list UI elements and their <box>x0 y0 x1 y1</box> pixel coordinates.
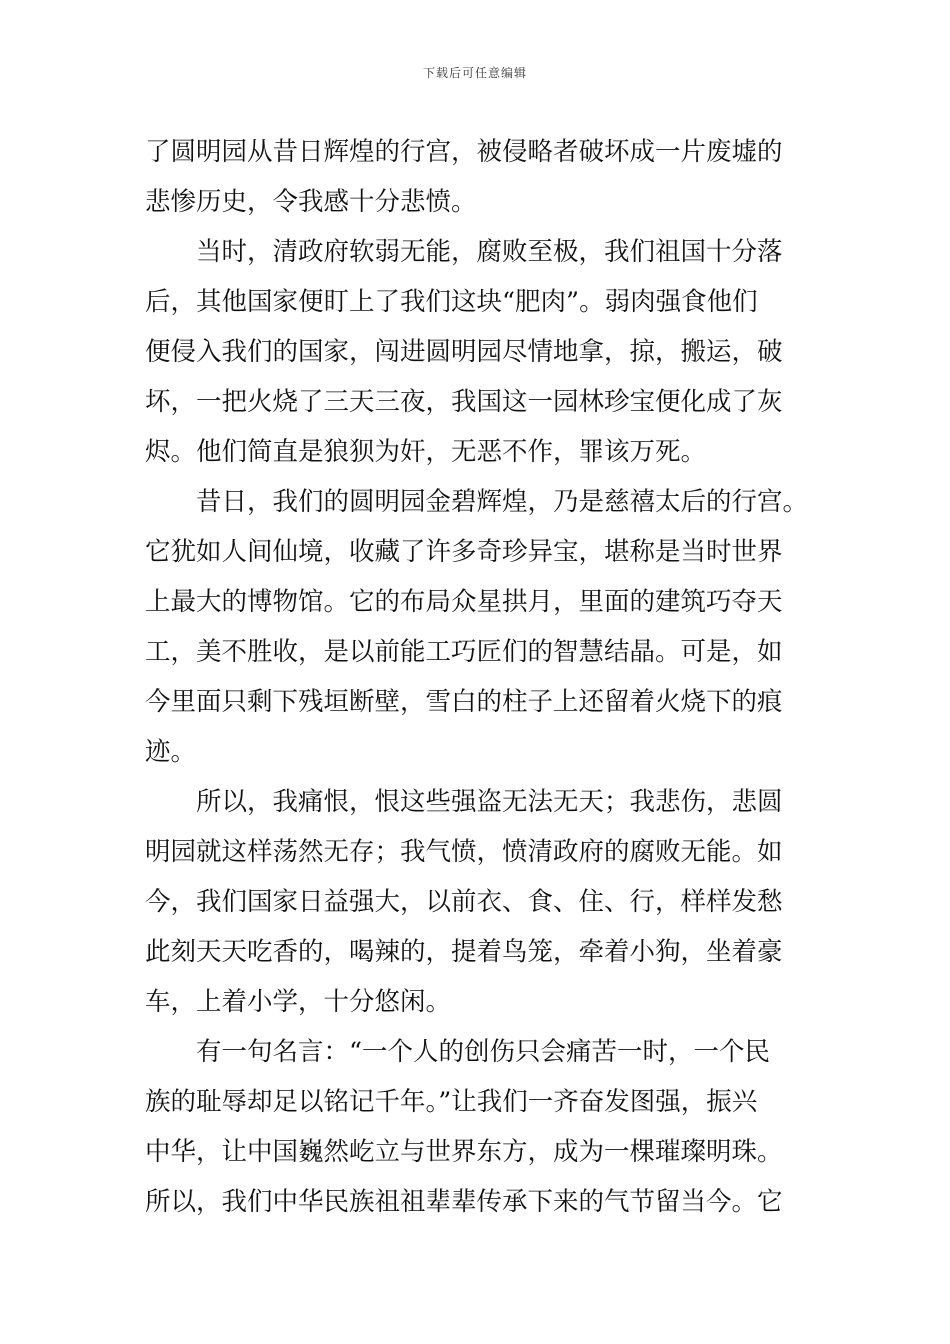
text-line: 迹。 <box>145 737 197 767</box>
text-line: 明园就这样荡然无存；我气愤，愤清政府的腐败无能。如 <box>145 837 783 867</box>
text-line: 了圆明园从昔日辉煌的行宫，被侵略者破坏成一片废墟的 <box>145 137 783 167</box>
page-header: 下载后可任意编辑 <box>422 66 527 80</box>
text-line: 族的耻辱却足以铭记千年。”让我们一齐奋发图强，振兴 <box>145 1087 758 1117</box>
document-body <box>145 127 825 1227</box>
text-line: 烬。他们简直是狼狈为奸，无恶不作，罪该万死。 <box>145 437 707 467</box>
text-line: 悲惨历史，令我感十分悲愤。 <box>145 187 477 217</box>
text-line: 昔日，我们的圆明园金碧辉煌，乃是慈禧太后的行宫。 <box>145 487 809 517</box>
text-line: 后，其他国家便盯上了我们这块“肥肉”。弱肉强食他们 <box>145 287 758 317</box>
text-line: 今，我们国家日益强大，以前衣、食、住、行，样样发愁 <box>145 887 783 917</box>
text-line: 此刻天天吃香的，喝辣的，提着鸟笼，牵着小狗，坐着豪 <box>145 937 783 967</box>
text-line: 有一句名言：“一个人的创伤只会痛苦一时，一个民 <box>145 1037 771 1067</box>
text-line: 车，上着小学，十分悠闲。 <box>145 987 452 1017</box>
text-line: 今里面只剩下残垣断壁，雪白的柱子上还留着火烧下的痕 <box>145 687 783 717</box>
text-line: 上最大的博物馆。它的布局众星拱月，里面的建筑巧夺天 <box>145 587 783 617</box>
text-line: 便侵入我们的国家，闯进圆明园尽情地拿，掠，搬运，破 <box>145 337 783 367</box>
text-line: 所以，我痛恨，恨这些强盗无法无天；我悲伤，悲圆 <box>145 787 783 817</box>
text-line: 它犹如人间仙境，收藏了许多奇珍异宝，堪称是当时世界 <box>145 537 783 567</box>
text-line: 当时，清政府软弱无能，腐败至极，我们祖国十分落 <box>145 237 783 267</box>
text-line: 工，美不胜收，是以前能工巧匠们的智慧结晶。可是，如 <box>145 637 783 667</box>
text-line: 所以，我们中华民族祖祖辈辈传承下来的气节留当今。它 <box>145 1187 783 1217</box>
text-line: 坏，一把火烧了三天三夜，我国这一园林珍宝便化成了灰 <box>145 387 783 417</box>
text-line: 中华，让中国巍然屹立与世界东方，成为一棵璀璨明珠。 <box>145 1137 783 1167</box>
